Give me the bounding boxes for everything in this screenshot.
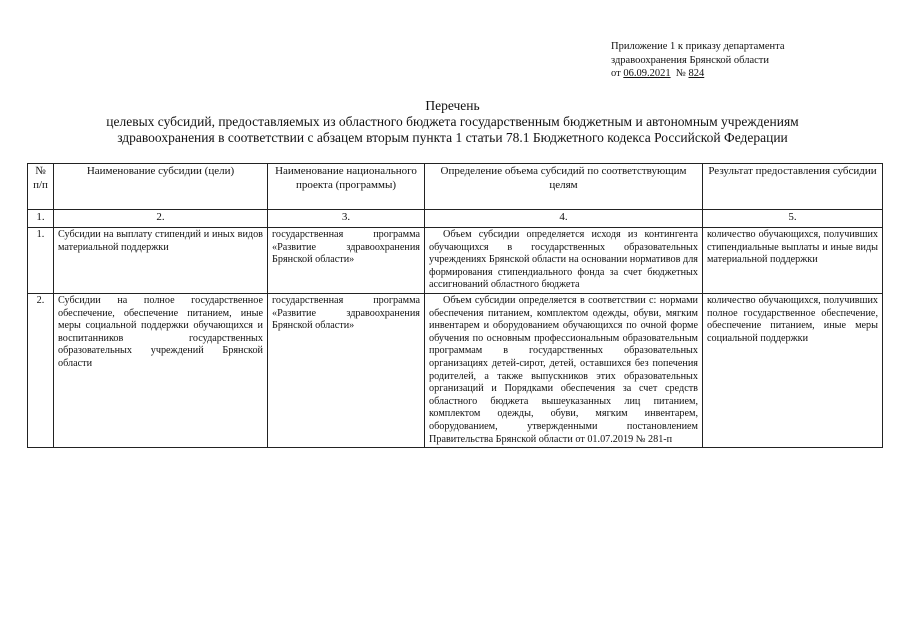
row-result: количество обучающихся, получивших полное государственное обеспечение, обеспечение питанием, иные меры социальной поддержки [703, 293, 883, 447]
appendix-line-1: Приложение 1 к приказу департамента [611, 41, 785, 52]
column-number-5: 5. [703, 210, 883, 228]
title-heading: Перечень [425, 98, 480, 113]
order-number: 824 [688, 68, 705, 79]
header-cell-name: Наименование субсидии (цели) [54, 164, 268, 210]
title-line-2: здравоохранения в соответствии с абзацем вторым пункта 1 статьи 78.1 Бюджетного кодекса Российской Федерации [117, 130, 788, 145]
appendix-line-3 [611, 67, 891, 81]
row-subsidy-name: Субсидии на полное государственное обеспечение, обеспечение питанием, иные меры социальной поддержки обучающихся и воспитанников государственных образовательных учреждений Брянской области [54, 293, 268, 447]
table-row [28, 293, 883, 447]
header-cell-number: № п/п [28, 164, 54, 210]
row-number: 2. [28, 293, 54, 447]
row-program: государственная программа «Развитие здравоохранения Брянской области» [268, 293, 425, 447]
appendix-line-2: здравоохранения Брянской области [611, 54, 770, 66]
row-result: количество обучающихся, получивших стипендиальные выплаты и иные виды материальной поддержки [703, 228, 883, 294]
subsidy-table [27, 163, 883, 448]
column-number-4: 4. [425, 210, 703, 228]
from-label: от [611, 68, 621, 79]
number-label: № [675, 68, 686, 79]
table-row [28, 228, 883, 294]
row-program: государственная программа «Развитие здравоохранения Брянской области» [268, 228, 425, 294]
row-number: 1. [28, 228, 54, 294]
header-cell-definition: Определение объема субсидий по соответствующим целям [425, 164, 703, 210]
table-header-row [28, 164, 883, 210]
header-cell-result: Результат предоставления субсидии [703, 164, 883, 210]
row-definition: Объем субсидии определяется исходя из контингента обучающихся в государственных образовательных учреждениях Брянской области на основании нормативов для формирования стипендиального фонда за счет бюджетных ассигнований областного бюджета [425, 228, 703, 294]
appendix-header [611, 40, 891, 81]
document-title [40, 98, 865, 146]
order-date: 06.09.2021 [623, 68, 671, 79]
title-line-1: целевых субсидий, предоставляемых из областного бюджета государственным бюджетным и автономным учреждениям [106, 114, 799, 129]
header-cell-program: Наименование национального проекта (программы) [268, 164, 425, 210]
column-number-3: 3. [268, 210, 425, 228]
row-subsidy-name: Субсидии на выплату стипендий и иных видов материальной поддержки [54, 228, 268, 294]
row-definition: Объем субсидии определяется в соответствии с: нормами обеспечения питанием, комплектом одежды, обуви, мягким инвентарем и оборудованием обучающихся по очной форме обучения по основным профессиональным образовательным программам в государственных образовательных организациях детей-сирот, детей, оставшихся без попечения родителей, а также выпускников этих образовательных организаций и Порядками обеспечения за счет средств областного бюджета вышеуказанных лиц питанием, комплектом одежды, обуви, мягким инвентарем, оборудованием, утвержденными постановлением Правительства Брянской области от 01.07.2019 № 281-п [425, 293, 703, 447]
column-number-2: 2. [54, 210, 268, 228]
column-numbers-row [28, 210, 883, 228]
column-number-1: 1. [28, 210, 54, 228]
